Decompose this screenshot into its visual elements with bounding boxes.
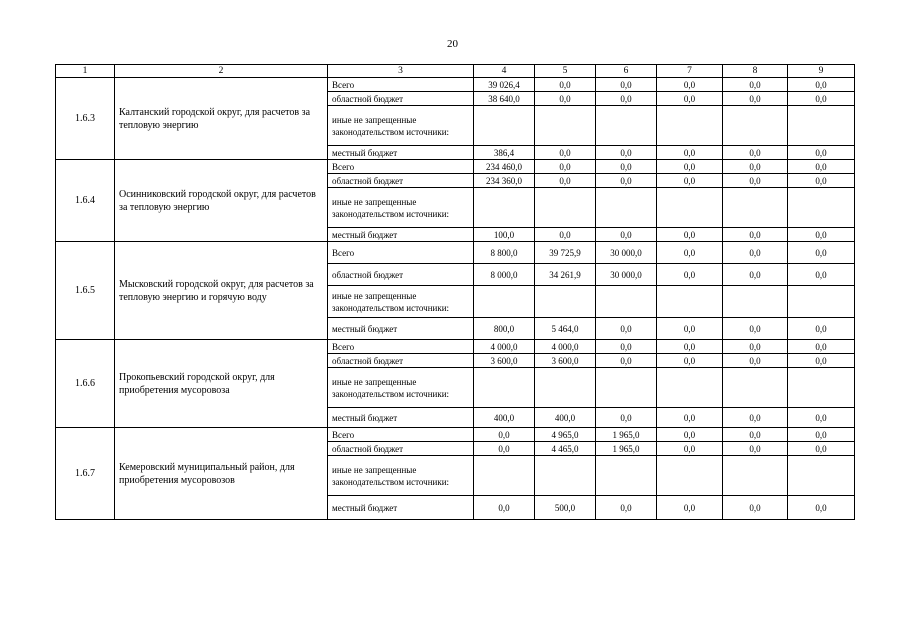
amount-cell: 0,0 [788,242,855,264]
funding-source-label: областной бюджет [328,174,474,188]
column-header: 2 [115,65,328,78]
amount-cell [723,286,788,318]
amount-cell: 4 000,0 [535,340,596,354]
amount-cell [596,106,657,146]
funding-source-label: Всего [328,428,474,442]
amount-cell: 0,0 [723,146,788,160]
amount-cell: 0,0 [788,408,855,428]
amount-cell: 0,0 [723,408,788,428]
funding-source-label: областной бюджет [328,442,474,456]
table-row [56,242,855,264]
column-header: 1 [56,65,115,78]
amount-cell [788,286,855,318]
amount-cell [788,106,855,146]
funding-source-label: местный бюджет [328,146,474,160]
amount-cell: 0,0 [596,340,657,354]
column-header: 5 [535,65,596,78]
amount-cell: 0,0 [535,92,596,106]
amount-cell: 0,0 [788,496,855,520]
funding-source-label: иные не запрещенные законодательством источники: [328,456,474,496]
amount-cell: 0,0 [723,92,788,106]
budget-table [55,64,855,520]
amount-cell: 3 600,0 [535,354,596,368]
item-name: Калтанский городской округ, для расчетов за тепловую энергию [115,78,328,160]
amount-cell: 0,0 [535,174,596,188]
amount-cell [657,286,723,318]
amount-cell: 5 464,0 [535,318,596,340]
item-name: Мысковский городской округ, для расчетов за тепловую энергию и горячую воду [115,242,328,340]
amount-cell: 1 965,0 [596,442,657,456]
amount-cell: 0,0 [535,160,596,174]
amount-cell: 0,0 [723,442,788,456]
amount-cell [535,456,596,496]
amount-cell: 0,0 [723,242,788,264]
amount-cell: 234 360,0 [474,174,535,188]
column-header: 6 [596,65,657,78]
amount-cell: 400,0 [474,408,535,428]
table-row [56,160,855,174]
amount-cell: 0,0 [657,264,723,286]
table-row [56,428,855,442]
column-header: 8 [723,65,788,78]
amount-cell: 400,0 [535,408,596,428]
item-name: Прокопьевский городской округ, для приобретения мусоровоза [115,340,328,428]
amount-cell: 0,0 [596,160,657,174]
amount-cell: 39 026,4 [474,78,535,92]
amount-cell: 0,0 [657,318,723,340]
amount-cell [788,368,855,408]
amount-cell [474,456,535,496]
funding-source-label: Всего [328,340,474,354]
funding-source-label: иные не запрещенные законодательством источники: [328,188,474,228]
amount-cell: 39 725,9 [535,242,596,264]
column-header: 3 [328,65,474,78]
table-row [56,78,855,92]
amount-cell [723,188,788,228]
amount-cell: 8 000,0 [474,264,535,286]
funding-source-label: Всего [328,242,474,264]
amount-cell: 0,0 [788,160,855,174]
amount-cell: 0,0 [657,160,723,174]
amount-cell: 0,0 [788,78,855,92]
item-name: Осинниковский городской округ, для расчетов за тепловую энергию [115,160,328,242]
header-row [56,65,855,78]
amount-cell: 0,0 [596,228,657,242]
amount-cell: 8 800,0 [474,242,535,264]
amount-cell: 34 261,9 [535,264,596,286]
amount-cell: 0,0 [596,174,657,188]
amount-cell [596,368,657,408]
column-header: 4 [474,65,535,78]
item-code: 1.6.7 [56,428,115,520]
amount-cell [788,188,855,228]
amount-cell: 0,0 [788,354,855,368]
amount-cell: 0,0 [596,496,657,520]
funding-source-label: иные не запрещенные законодательством источники: [328,106,474,146]
amount-cell: 0,0 [596,146,657,160]
amount-cell: 0,0 [535,78,596,92]
amount-cell: 3 600,0 [474,354,535,368]
amount-cell: 0,0 [657,442,723,456]
amount-cell [723,106,788,146]
amount-cell: 0,0 [535,228,596,242]
amount-cell [474,368,535,408]
amount-cell: 0,0 [723,174,788,188]
funding-source-label: областной бюджет [328,264,474,286]
amount-cell [657,456,723,496]
amount-cell [657,368,723,408]
amount-cell: 4 000,0 [474,340,535,354]
amount-cell: 0,0 [596,78,657,92]
amount-cell: 0,0 [788,442,855,456]
amount-cell: 0,0 [474,496,535,520]
amount-cell: 0,0 [788,92,855,106]
funding-source-label: областной бюджет [328,354,474,368]
page-number: 20 [447,38,458,50]
amount-cell: 0,0 [657,496,723,520]
funding-source-label: местный бюджет [328,318,474,340]
item-code: 1.6.5 [56,242,115,340]
amount-cell [596,456,657,496]
amount-cell [723,456,788,496]
amount-cell: 0,0 [788,264,855,286]
amount-cell: 0,0 [657,78,723,92]
amount-cell [788,456,855,496]
funding-source-label: Всего [328,160,474,174]
amount-cell: 0,0 [788,428,855,442]
amount-cell: 0,0 [723,318,788,340]
amount-cell: 0,0 [788,340,855,354]
amount-cell [535,368,596,408]
amount-cell [535,188,596,228]
funding-source-label: местный бюджет [328,496,474,520]
item-name: Кемеровский муниципальный район, для приобретения мусоровозов [115,428,328,520]
funding-source-label: местный бюджет [328,408,474,428]
amount-cell: 1 965,0 [596,428,657,442]
amount-cell [596,286,657,318]
amount-cell: 0,0 [657,408,723,428]
table-body [56,65,855,520]
amount-cell: 30 000,0 [596,264,657,286]
amount-cell: 0,0 [723,78,788,92]
amount-cell: 100,0 [474,228,535,242]
amount-cell [474,188,535,228]
funding-source-label: местный бюджет [328,228,474,242]
amount-cell: 0,0 [596,92,657,106]
amount-cell: 0,0 [723,264,788,286]
amount-cell: 0,0 [596,354,657,368]
table-row [56,340,855,354]
amount-cell: 234 460,0 [474,160,535,174]
amount-cell: 0,0 [596,318,657,340]
amount-cell: 0,0 [723,428,788,442]
amount-cell: 0,0 [723,354,788,368]
funding-source-label: иные не запрещенные законодательством источники: [328,286,474,318]
amount-cell: 0,0 [657,174,723,188]
amount-cell: 0,0 [535,146,596,160]
amount-cell: 38 640,0 [474,92,535,106]
amount-cell: 0,0 [657,92,723,106]
item-code: 1.6.3 [56,78,115,160]
column-header: 9 [788,65,855,78]
amount-cell: 0,0 [723,160,788,174]
amount-cell: 0,0 [657,146,723,160]
column-header: 7 [657,65,723,78]
item-code: 1.6.6 [56,340,115,428]
amount-cell: 0,0 [657,428,723,442]
amount-cell: 4 965,0 [535,428,596,442]
amount-cell: 386,4 [474,146,535,160]
amount-cell: 0,0 [723,228,788,242]
amount-cell: 0,0 [788,146,855,160]
amount-cell: 800,0 [474,318,535,340]
amount-cell: 0,0 [788,318,855,340]
amount-cell: 0,0 [657,228,723,242]
amount-cell: 0,0 [474,442,535,456]
amount-cell [535,106,596,146]
amount-cell: 500,0 [535,496,596,520]
amount-cell [723,368,788,408]
amount-cell [657,188,723,228]
amount-cell: 4 465,0 [535,442,596,456]
amount-cell: 0,0 [788,174,855,188]
amount-cell: 0,0 [723,496,788,520]
item-code: 1.6.4 [56,160,115,242]
amount-cell [474,106,535,146]
funding-source-label: областной бюджет [328,92,474,106]
amount-cell: 0,0 [596,408,657,428]
funding-source-label: иные не запрещенные законодательством источники: [328,368,474,408]
amount-cell: 0,0 [657,354,723,368]
amount-cell [474,286,535,318]
funding-source-label: Всего [328,78,474,92]
amount-cell [596,188,657,228]
amount-cell: 0,0 [723,340,788,354]
amount-cell [535,286,596,318]
amount-cell [657,106,723,146]
amount-cell: 0,0 [657,340,723,354]
amount-cell: 0,0 [788,228,855,242]
amount-cell: 0,0 [657,242,723,264]
amount-cell: 0,0 [474,428,535,442]
amount-cell: 30 000,0 [596,242,657,264]
